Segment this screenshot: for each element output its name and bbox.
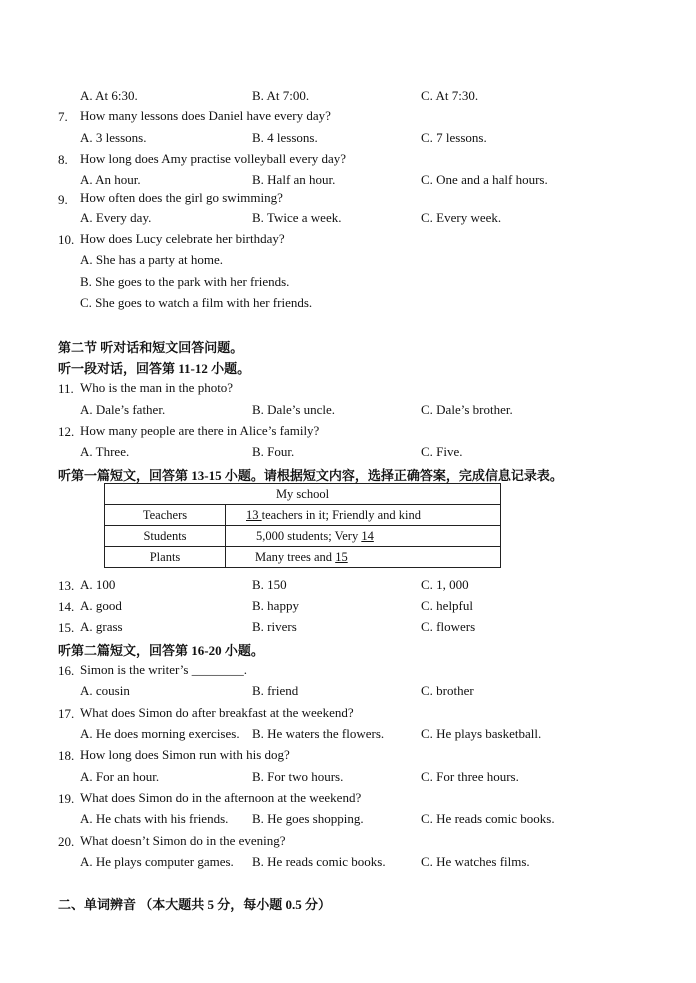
q18-option-b: B. For two hours. — [252, 769, 344, 784]
q11-stem: Who is the man in the photo? — [80, 380, 234, 395]
q8-option-a: A. An hour. — [80, 172, 141, 187]
table-row — [105, 526, 501, 547]
blank-13: 13 — [246, 507, 262, 522]
blank-14: 14 — [361, 528, 374, 543]
q18-number: 18. — [58, 748, 75, 763]
info-record-table — [104, 483, 501, 568]
q9-option-c: C. Every week. — [421, 210, 502, 225]
q20-option-a: A. He plays computer games. — [80, 854, 234, 869]
q7-stem: How many lessons does Daniel have every day? — [80, 108, 331, 123]
q15-option-c: C. flowers — [421, 619, 476, 634]
table-value-students: 5,000 students; Very 14 — [226, 526, 501, 547]
q18-stem: How long does Simon run with his dog? — [80, 747, 290, 762]
q19-option-c: C. He reads comic books. — [421, 811, 555, 826]
q11-option-a: A. Dale’s father. — [80, 402, 166, 417]
q19-number: 19. — [58, 791, 75, 806]
passage1-instruction: 听第一篇短文，回答第 13-15 小题。请根据短文内容，选择正确答案，完成信息记录表。 — [58, 468, 563, 483]
q18-option-a: A. For an hour. — [80, 769, 160, 784]
q19-stem: What does Simon do in the afternoon at the weekend? — [80, 790, 362, 805]
q10-option-a: A. She has a party at home. — [80, 252, 223, 267]
q6-option-a: A. At 6:30. — [80, 88, 138, 103]
q7-number: 7. — [58, 109, 68, 124]
q12-option-a: A. Three. — [80, 444, 130, 459]
q10-stem: How does Lucy celebrate her birthday? — [80, 231, 285, 246]
q9-number: 9. — [58, 192, 68, 207]
q10-number: 10. — [58, 232, 75, 247]
passage2-instruction: 听第二篇短文，回答第 16-20 小题。 — [58, 643, 264, 658]
q12-option-b: B. Four. — [252, 444, 295, 459]
q14-option-c: C. helpful — [421, 598, 473, 613]
q11-number: 11. — [58, 381, 74, 396]
section2-title: 第二节 听对话和短文回答问题。 — [58, 340, 244, 355]
q13-option-b: B. 150 — [252, 577, 287, 592]
q17-option-a: A. He does morning exercises. — [80, 726, 240, 741]
q18-option-c: C. For three hours. — [421, 769, 519, 784]
q17-number: 17. — [58, 706, 75, 721]
q10-option-b: B. She goes to the park with her friends. — [80, 274, 290, 289]
q15-option-a: A. grass — [80, 619, 123, 634]
table-row — [105, 505, 501, 526]
table-title: My school — [105, 484, 501, 505]
q9-option-a: A. Every day. — [80, 210, 152, 225]
table-value-teachers: 13 teachers in it; Friendly and kind — [226, 505, 501, 526]
q13-option-a: A. 100 — [80, 577, 116, 592]
q8-option-c: C. One and a half hours. — [421, 172, 548, 187]
q17-option-b: B. He waters the flowers. — [252, 726, 385, 741]
table-label-plants: Plants — [105, 547, 226, 568]
q7-option-c: C. 7 lessons. — [421, 130, 487, 145]
q11-option-c: C. Dale’s brother. — [421, 402, 513, 417]
q16-option-a: A. cousin — [80, 683, 130, 698]
q12-number: 12. — [58, 424, 75, 439]
table-value-plants: Many trees and 15 — [226, 547, 501, 568]
table-row — [105, 547, 501, 568]
q10-option-c: C. She goes to watch a film with her friends. — [80, 295, 313, 310]
q9-option-b: B. Twice a week. — [252, 210, 342, 225]
q7-option-a: A. 3 lessons. — [80, 130, 147, 145]
q13-option-c: C. 1, 000 — [421, 577, 469, 592]
q12-option-c: C. Five. — [421, 444, 463, 459]
q16-stem: Simon is the writer’s ________. — [80, 662, 247, 677]
q14-option-a: A. good — [80, 598, 122, 613]
q19-option-a: A. He chats with his friends. — [80, 811, 229, 826]
q16-number: 16. — [58, 663, 75, 678]
q16-option-c: C. brother — [421, 683, 474, 698]
q13-number: 13. — [58, 578, 75, 593]
q8-number: 8. — [58, 152, 68, 167]
q8-stem: How long does Amy practise volleyball every day? — [80, 151, 347, 166]
q20-option-c: C. He watches films. — [421, 854, 530, 869]
blank-15: 15 — [335, 549, 348, 564]
table-label-students: Students — [105, 526, 226, 547]
q20-option-b: B. He reads comic books. — [252, 854, 386, 869]
q19-option-b: B. He goes shopping. — [252, 811, 364, 826]
q15-number: 15. — [58, 620, 75, 635]
q9-stem: How often does the girl go swimming? — [80, 190, 283, 205]
dialog-instruction: 听一段对话，回答第 11-12 小题。 — [58, 361, 251, 376]
q20-number: 20. — [58, 834, 75, 849]
q17-stem: What does Simon do after breakfast at the weekend? — [80, 705, 354, 720]
q6-option-b: B. At 7:00. — [252, 88, 310, 103]
q12-stem: How many people are there in Alice’s family? — [80, 423, 320, 438]
part2-title: 二、单词辨音 （本大题共 5 分，每小题 0.5 分） — [58, 897, 332, 912]
q15-option-b: B. rivers — [252, 619, 297, 634]
q7-option-b: B. 4 lessons. — [252, 130, 318, 145]
q6-option-c: C. At 7:30. — [421, 88, 479, 103]
table-label-teachers: Teachers — [105, 505, 226, 526]
q14-number: 14. — [58, 599, 75, 614]
q11-option-b: B. Dale’s uncle. — [252, 402, 336, 417]
q8-option-b: B. Half an hour. — [252, 172, 336, 187]
q16-option-b: B. friend — [252, 683, 299, 698]
q20-stem: What doesn’t Simon do in the evening? — [80, 833, 286, 848]
q17-option-c: C. He plays basketball. — [421, 726, 542, 741]
q14-option-b: B. happy — [252, 598, 299, 613]
